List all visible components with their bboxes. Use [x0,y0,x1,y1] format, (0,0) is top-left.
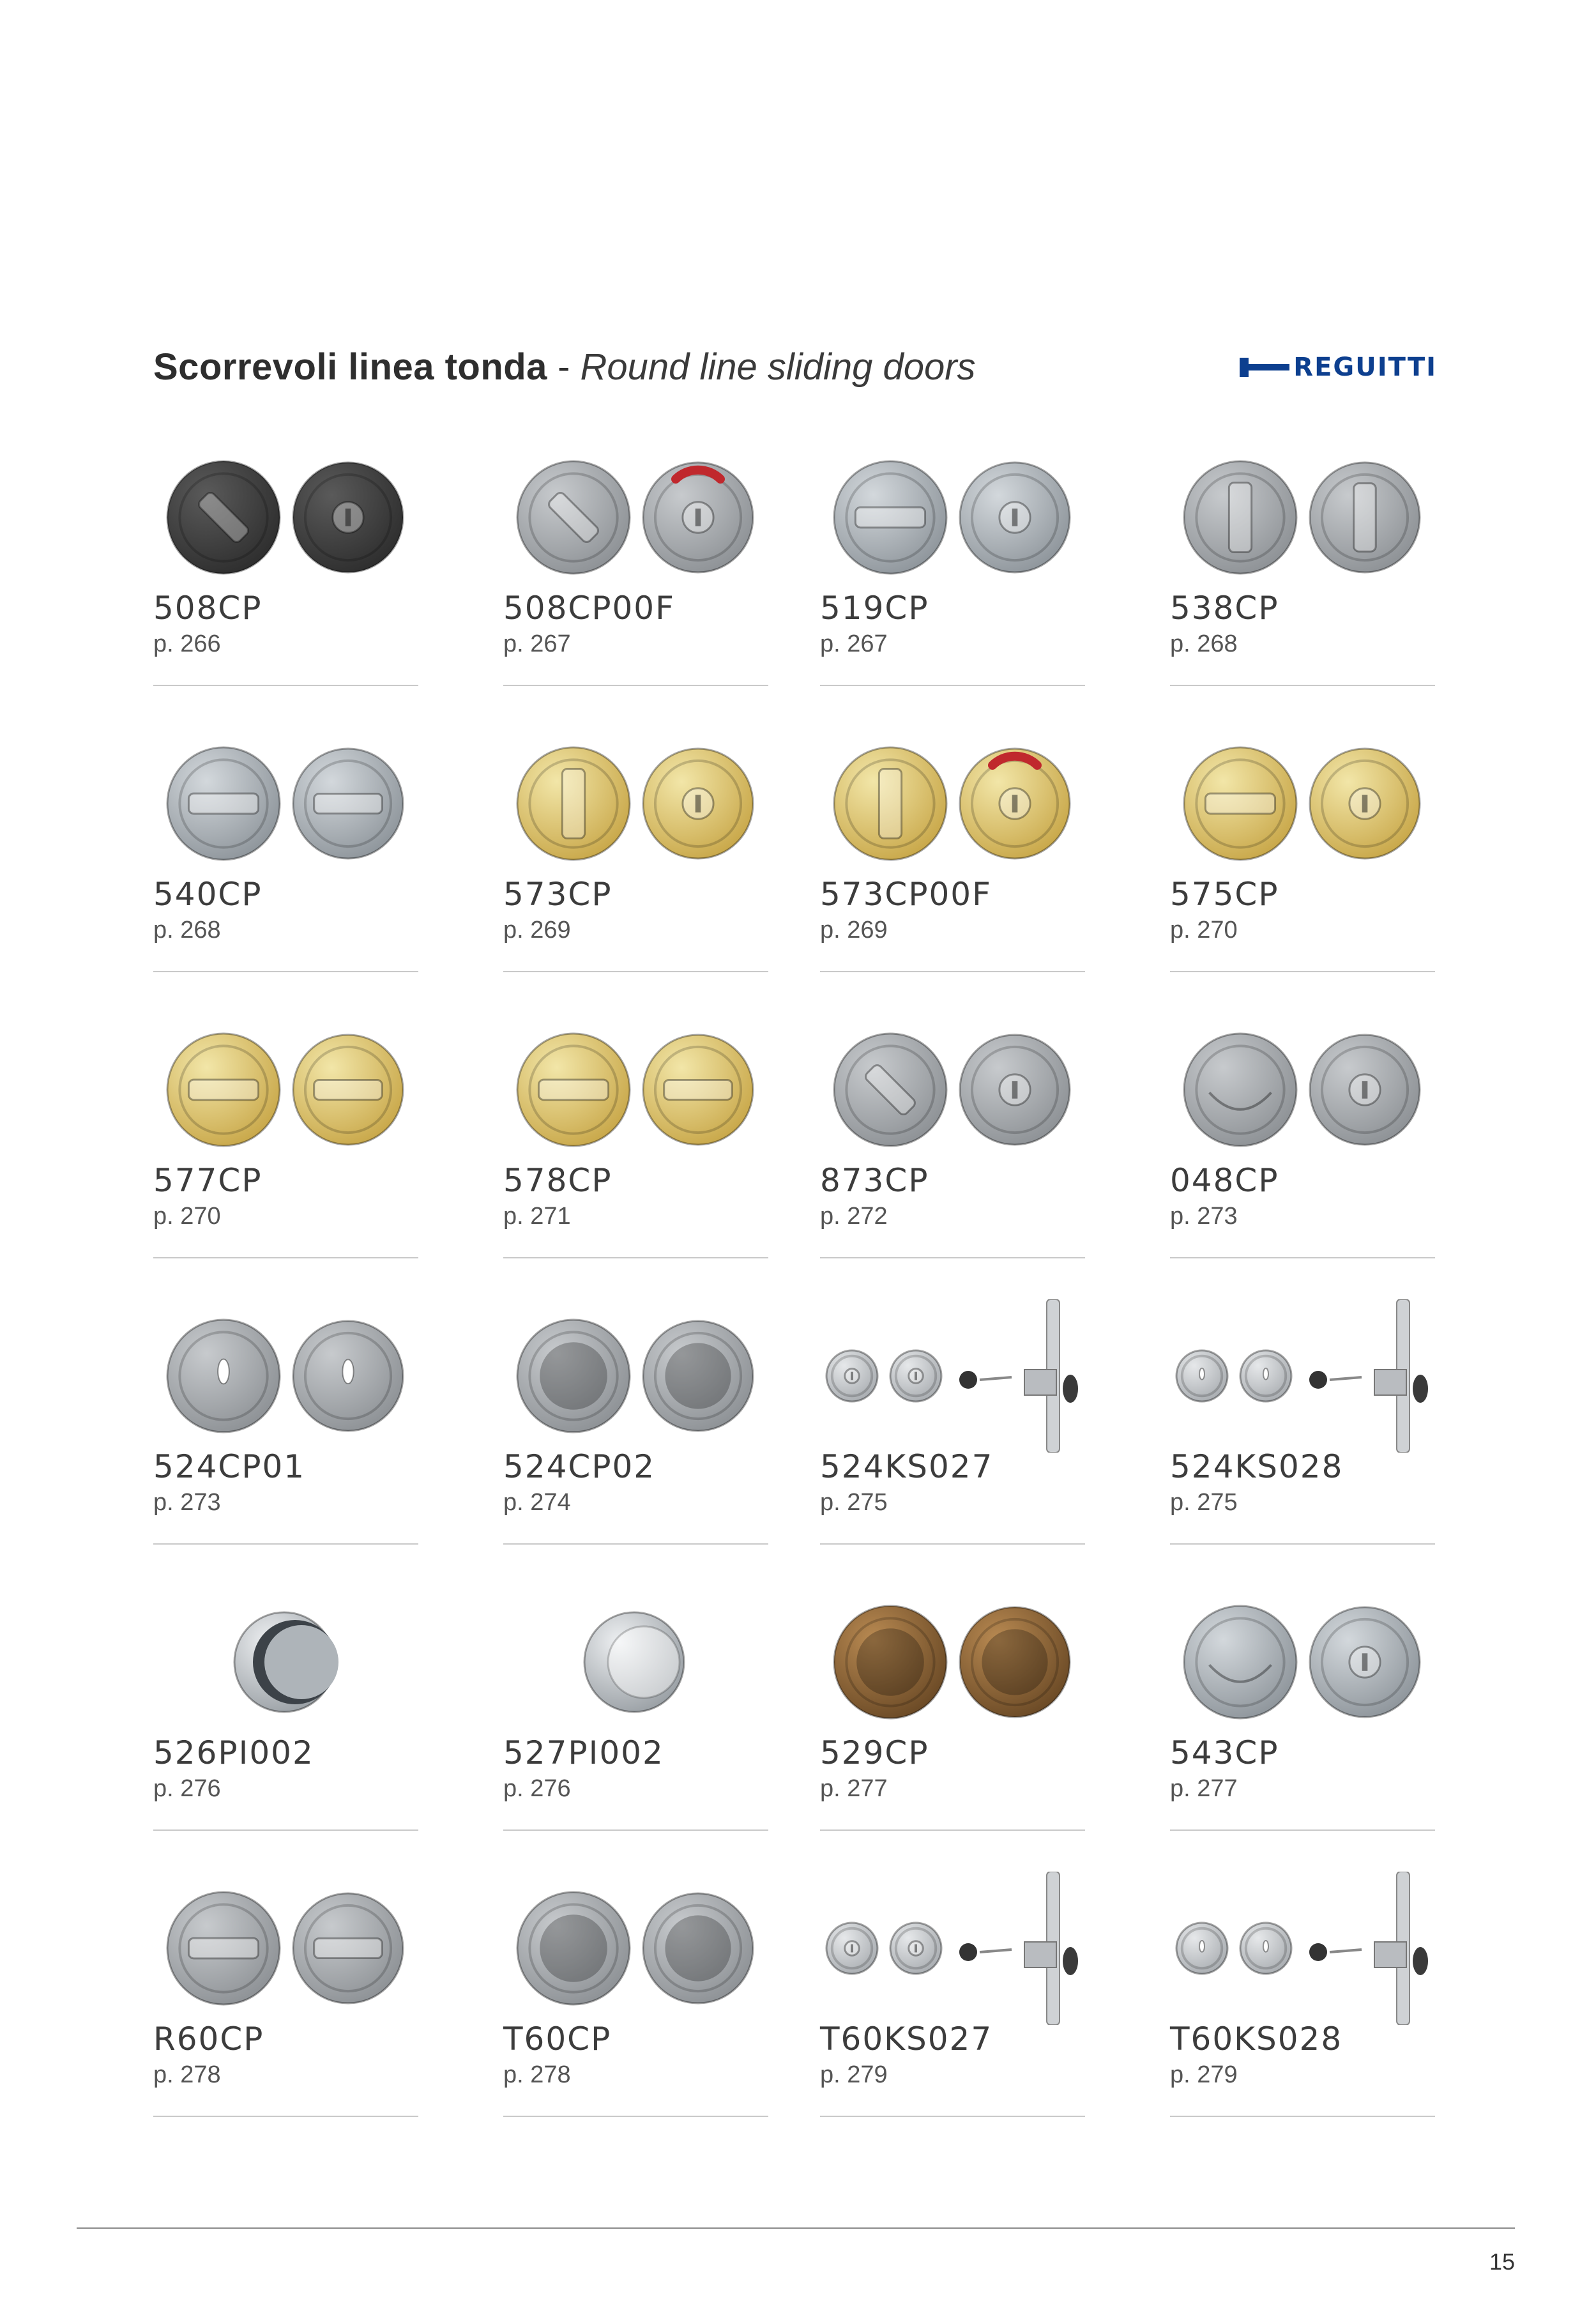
tile-divider [820,1257,1085,1258]
product-tile [153,1299,418,1568]
tile-divider [153,971,418,972]
product-tile [1170,1013,1435,1281]
product-tile [153,1013,418,1281]
product-image [503,1585,768,1739]
product-code: 524KS027 [820,1448,994,1485]
rose-left [1184,1606,1296,1718]
rose-right [1240,1923,1291,1974]
tile-divider [153,1829,418,1831]
product-page-ref: p. 276 [503,1775,571,1802]
product-image [153,727,418,880]
product-code: 526PI002 [153,1734,314,1771]
rose-left [1184,1034,1296,1146]
tile-divider [820,685,1085,686]
product-tile [503,1299,768,1568]
footer-divider [77,2227,1515,2229]
product-code: 577CP [153,1162,262,1199]
rose-right [293,1893,403,2003]
rose-left [517,461,630,574]
product-page-ref: p. 276 [153,1775,221,1802]
product-image [503,1013,768,1166]
product-tile [503,441,768,709]
product-image [153,1872,418,2025]
brand-name: REGUITTI [1293,353,1437,382]
rose-right [1240,1350,1291,1402]
product-code: 524KS028 [1170,1448,1344,1485]
product-code: 578CP [503,1162,612,1199]
product-page-ref: p. 267 [820,630,888,657]
rose-left [517,1034,630,1146]
rose-left [517,1320,630,1432]
product-tile [503,1872,768,2140]
product-code: T60KS028 [1170,2020,1343,2058]
product-tile [820,1299,1085,1568]
product-page-ref: p. 277 [1170,1775,1238,1802]
title-separator: - [547,346,581,388]
product-page-ref: p. 272 [820,1203,888,1230]
product-code: 048CP [1170,1162,1279,1199]
product-image [820,1872,1085,2025]
rose-right [960,749,1070,859]
rose-left [834,747,946,860]
product-image [153,441,418,594]
product-tile [820,1013,1085,1281]
tile-divider [503,1829,768,1831]
rose-right [293,749,403,859]
product-page-ref: p. 275 [1170,1489,1238,1516]
tile-divider [1170,1257,1435,1258]
product-image [153,1299,418,1453]
product-image [503,1872,768,2025]
tile-divider [820,1829,1085,1831]
rose-left [834,461,946,574]
product-page-ref: p. 273 [1170,1203,1238,1230]
product-tile [1170,1299,1435,1568]
product-code: 575CP [1170,876,1279,913]
rose-right [643,462,753,572]
product-code: 519CP [820,590,929,627]
tile-divider [503,685,768,686]
tile-divider [1170,971,1435,972]
product-image [503,441,768,594]
tile-divider [503,971,768,972]
product-tile [820,1872,1085,2140]
single-rose [234,1612,338,1712]
product-page-ref: p. 267 [503,630,571,657]
product-image [1170,441,1435,594]
product-page-ref: p. 279 [820,2061,888,2088]
product-code: T60KS027 [820,2020,993,2058]
product-tile [820,727,1085,995]
rose-left [167,1892,280,2005]
product-page-ref: p. 278 [153,2061,221,2088]
rose-right [643,1321,753,1431]
product-tile [1170,441,1435,709]
rose-left [517,1892,630,2005]
product-tile [503,1013,768,1281]
product-page-ref: p. 271 [503,1203,571,1230]
tile-divider [1170,685,1435,686]
product-page-ref: p. 269 [820,917,888,943]
tile-divider [153,1543,418,1545]
page-number: 15 [1489,2249,1515,2275]
product-code: R60CP [153,2020,264,2058]
product-image [1170,1299,1435,1453]
rose-left [826,1350,878,1402]
product-tile [153,1585,418,1854]
product-tile [820,441,1085,709]
product-page-ref: p. 279 [1170,2061,1238,2088]
product-page-ref: p. 274 [503,1489,571,1516]
product-image [1170,1872,1435,2025]
rose-left [834,1606,946,1718]
rose-right [960,1607,1070,1717]
tile-divider [503,1257,768,1258]
rose-left [1176,1350,1227,1402]
product-code: 573CP [503,876,612,913]
mortise-lock [959,1299,1078,1453]
single-rose [584,1612,684,1712]
product-image [1170,1585,1435,1739]
rose-right [293,1035,403,1145]
tile-divider [820,2116,1085,2117]
product-code: 540CP [153,876,262,913]
rose-right [1310,749,1420,859]
product-image [820,1299,1085,1453]
tile-divider [153,1257,418,1258]
product-image [503,727,768,880]
product-image [153,1013,418,1166]
product-tile [1170,1872,1435,2140]
product-code: 873CP [820,1162,929,1199]
product-tile [1170,1585,1435,1854]
rose-right [960,1035,1070,1145]
product-image [820,441,1085,594]
tile-divider [1170,1829,1435,1831]
mortise-lock [1309,1872,1428,2025]
product-page-ref: p. 277 [820,1775,888,1802]
rose-right [960,462,1070,572]
rose-right [1310,1035,1420,1145]
product-tile [153,1872,418,2140]
rose-right [890,1350,941,1402]
product-code: 508CP [153,590,262,627]
rose-right [293,462,403,572]
tile-divider [503,1543,768,1545]
rose-left [167,747,280,860]
product-page-ref: p. 268 [1170,630,1238,657]
tile-divider [153,685,418,686]
product-page-ref: p. 268 [153,917,221,943]
product-code: 573CP00F [820,876,992,913]
title-english: Round line sliding doors [580,346,976,388]
tile-divider [820,971,1085,972]
product-tile [503,727,768,995]
rose-right [1310,1607,1420,1717]
product-code: 508CP00F [503,590,675,627]
product-tile [820,1585,1085,1854]
product-page-ref: p. 278 [503,2061,571,2088]
tile-divider [820,1543,1085,1545]
product-image [1170,1013,1435,1166]
rose-right [643,1035,753,1145]
rose-left [1184,461,1296,574]
product-code: 527PI002 [503,1734,664,1771]
product-code: 529CP [820,1734,929,1771]
rose-left [826,1923,878,1974]
rose-right [1310,462,1420,572]
product-page-ref: p. 275 [820,1489,888,1516]
mortise-lock [1309,1299,1428,1453]
rose-left [834,1034,946,1146]
rose-left [167,1320,280,1432]
product-image [820,727,1085,880]
product-tile [153,441,418,709]
rose-left [1184,747,1296,860]
rose-right [643,1893,753,2003]
product-image [503,1299,768,1453]
rose-right [890,1923,941,1974]
product-image [820,1585,1085,1739]
product-page-ref: p. 273 [153,1489,221,1516]
product-page-ref: p. 266 [153,630,221,657]
product-tile [153,727,418,995]
product-image [153,1585,418,1739]
title-italian: Scorrevoli linea tonda [153,346,547,388]
product-code: 543CP [1170,1734,1279,1771]
rose-right [643,749,753,859]
product-page-ref: p. 269 [503,917,571,943]
tile-divider [1170,2116,1435,2117]
product-page-ref: p. 270 [153,1203,221,1230]
product-tile [503,1585,768,1854]
rose-left [167,1034,280,1146]
mortise-lock [959,1872,1078,2025]
product-image [1170,727,1435,880]
product-tile [1170,727,1435,995]
tile-divider [1170,1543,1435,1545]
rose-left [517,747,630,860]
rose-left [1176,1923,1227,1974]
product-code: 524CP02 [503,1448,656,1485]
product-code: 538CP [1170,590,1279,627]
tile-divider [503,2116,768,2117]
product-image [820,1013,1085,1166]
tile-divider [153,2116,418,2117]
rose-right [293,1321,403,1431]
product-code: 524CP01 [153,1448,306,1485]
product-code: T60CP [503,2020,612,2058]
rose-left [167,461,280,574]
product-page-ref: p. 270 [1170,917,1238,943]
